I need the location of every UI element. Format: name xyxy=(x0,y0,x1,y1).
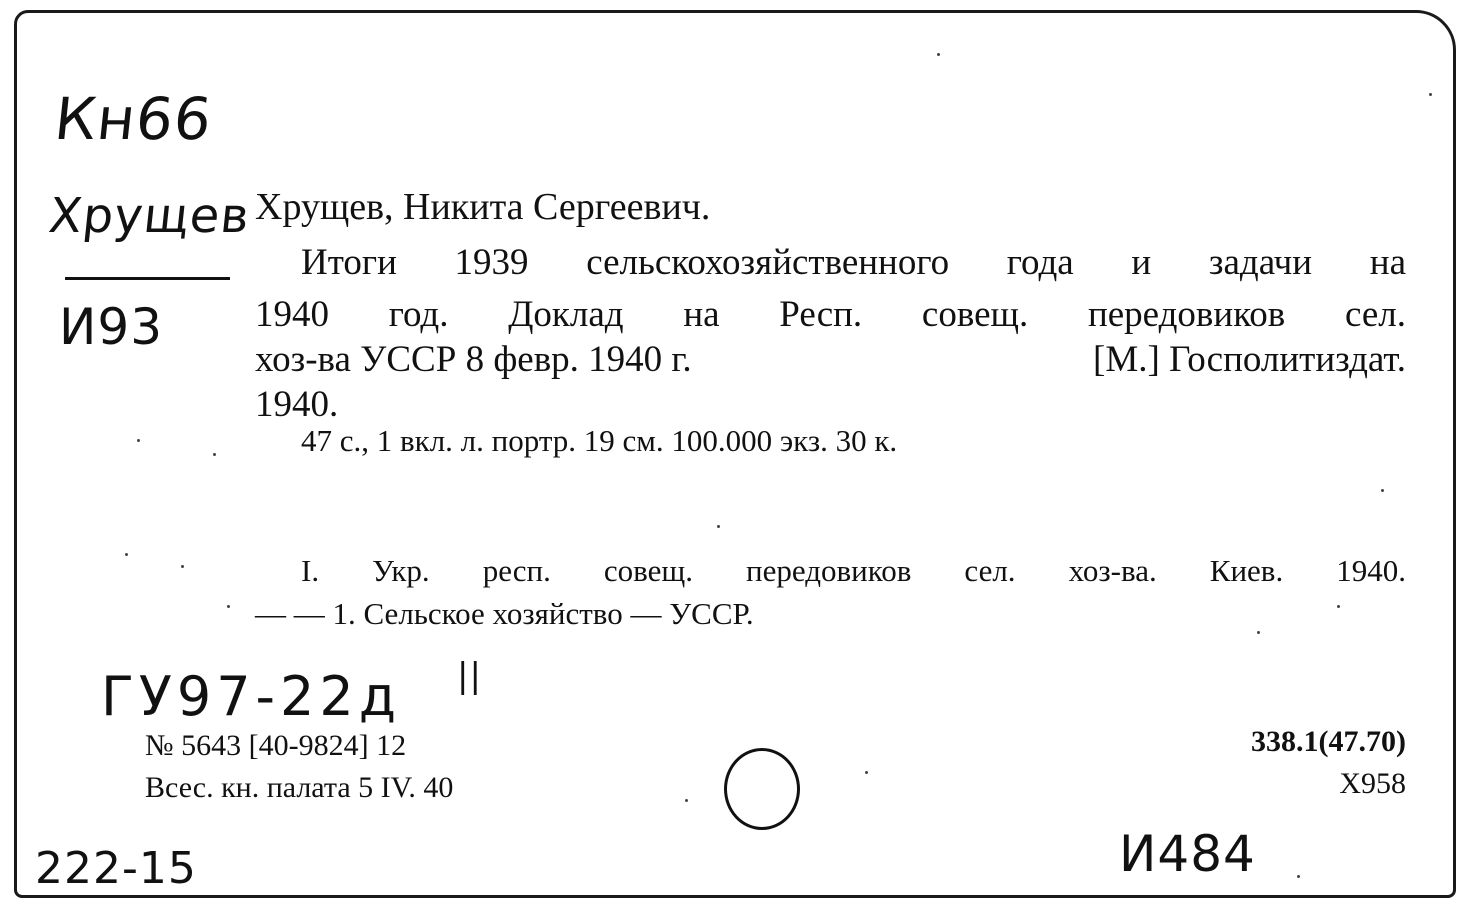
scan-speck xyxy=(1337,605,1340,608)
handwritten-bottom-right: И484 xyxy=(1119,825,1256,883)
scan-speck xyxy=(685,799,688,802)
punch-hole xyxy=(724,748,800,830)
scan-speck xyxy=(717,525,720,528)
record-publisher: [М.] Госполитиздат. xyxy=(1093,339,1406,380)
author-mark: Х958 xyxy=(1339,767,1406,800)
scan-speck xyxy=(1297,875,1300,878)
scan-speck xyxy=(181,565,184,568)
book-chamber-stamp: Всес. кн. палата 5 IV. 40 xyxy=(145,771,454,804)
udc-classification: 338.1(47.70) xyxy=(1251,725,1406,758)
handwritten-underline xyxy=(65,277,230,280)
handwritten-index-code: И93 xyxy=(59,298,164,356)
handwritten-accession-mark: || xyxy=(457,656,482,696)
record-collation: 47 с., 1 вкл. л. портр. 19 см. 100.000 экз. 30 к. xyxy=(301,423,898,458)
scan-speck xyxy=(1429,93,1432,96)
scan-speck xyxy=(137,439,140,442)
record-tracings-line-1: I. Укр. респ. совещ. передовиков сел. хоз-ва. Киев. 1940. xyxy=(301,553,1406,588)
handwritten-author-short: Хрущев xyxy=(46,188,253,244)
scan-speck xyxy=(125,553,128,556)
handwritten-bottom-left: 222-15 xyxy=(35,843,197,894)
scan-speck xyxy=(865,771,868,774)
record-title-line-3: хоз-ва УССР 8 февр. 1940 г. xyxy=(255,339,692,380)
handwritten-accession: ГУ97-22д xyxy=(101,665,402,728)
catalog-card xyxy=(14,10,1456,898)
record-heading: Хрущев, Никита Сергеевич. xyxy=(255,186,711,228)
scan-speck xyxy=(1257,631,1260,634)
scan-speck xyxy=(227,605,230,608)
scan-speck xyxy=(937,53,940,56)
scan-speck xyxy=(213,453,216,456)
handwritten-shelf-code: Кн66 xyxy=(51,85,216,153)
record-title-line-1: Итоги 1939 сельскохозяйственного года и задачи на xyxy=(301,242,1406,283)
record-year: 1940. xyxy=(255,384,339,425)
record-tracings-line-2: — — 1. Сельское хозяйство — УССР. xyxy=(255,596,754,631)
scan-speck xyxy=(1381,489,1384,492)
record-title-line-2: 1940 год. Доклад на Респ. совещ. передовиков сел. xyxy=(255,294,1406,335)
card-number: № 5643 [40-9824] 12 xyxy=(145,729,407,762)
